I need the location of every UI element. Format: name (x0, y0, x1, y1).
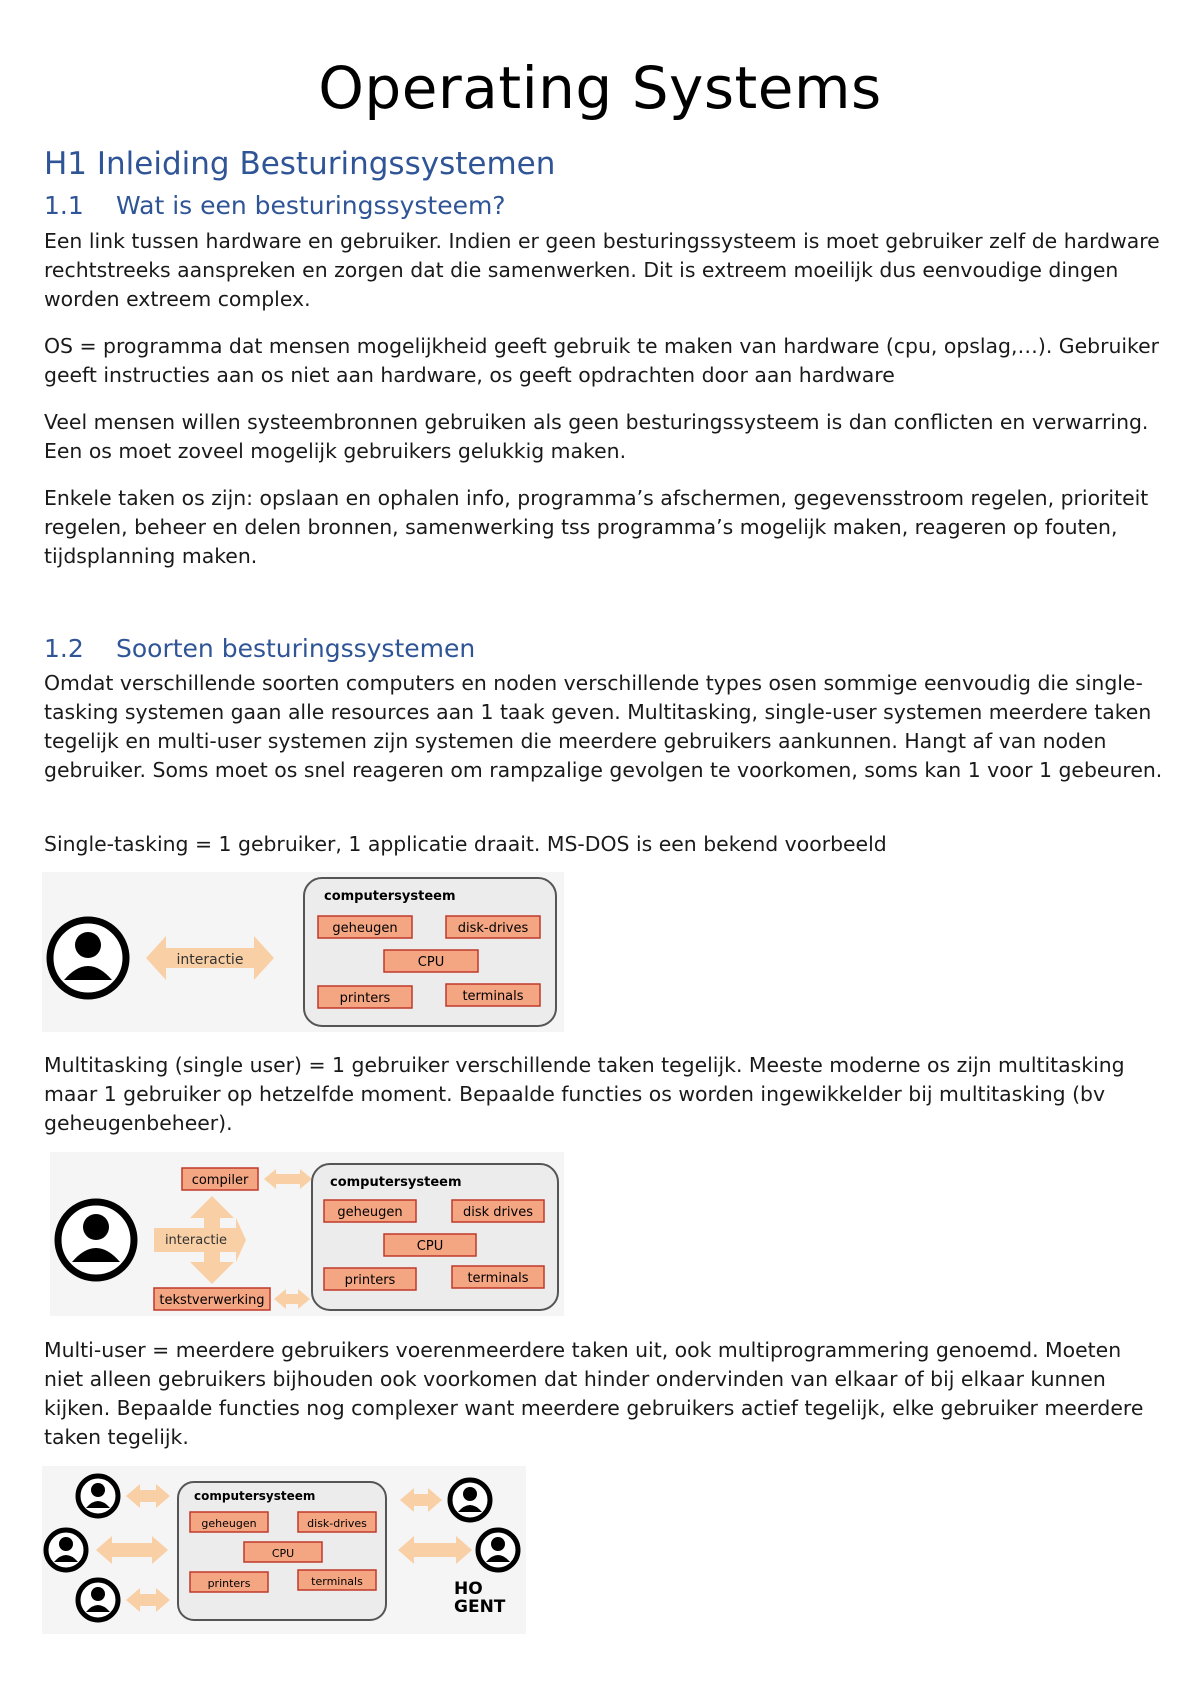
paragraph: Veel mensen willen systeembronnen gebruiken als geen besturingssysteem is dan conflicten en verwarring. Een os moet zoveel mogelijk gebruikers gelukkig maken. (44, 410, 1149, 463)
user-icon (78, 1580, 118, 1620)
component-label: printers (339, 991, 391, 1006)
user-icon (58, 1202, 134, 1278)
app-label: tekstverwerking (159, 1293, 265, 1308)
multitasking-diagram (50, 1152, 564, 1316)
paragraph: Een link tussen hardware en gebruiker. Indien er geen besturingssysteem is moet gebruiker zelf de hardware rechtstreeks aanspreken en zorgen dat die samenwerken. Dit is extreem moeilijk dus eenvoudige dingen worden extreem complex. (44, 229, 1160, 311)
user-icon (478, 1530, 518, 1570)
user-icon (46, 1530, 86, 1570)
section-heading-1-2 (44, 634, 475, 663)
component-label: geheugen (337, 1205, 403, 1220)
section-title: Wat is een besturingssysteem? (116, 191, 506, 220)
logo-line: GENT (454, 1597, 506, 1617)
component-label: terminals (462, 989, 524, 1004)
component-label: terminals (311, 1575, 363, 1588)
interaction-label: interactie (164, 1233, 228, 1248)
component-label: CPU (271, 1547, 295, 1560)
component-label: printers (207, 1577, 251, 1590)
component-label: disk-drives (307, 1517, 367, 1530)
user-icon (50, 920, 126, 996)
component-label: disk-drives (457, 921, 529, 936)
component-label: terminals (467, 1271, 529, 1286)
section-heading-1-1 (44, 191, 506, 220)
paragraph: Multi-user = meerdere gebruikers voerenmeerdere taken uit, ook multiprogrammering genoemd. Moeten niet alleen gebruikers bijhouden ook voorkomen dat hinder ondervinden van elkaar of bij elkaar kunnen kijken. Bepaalde functies nog complexer want meerdere gebruikers actief tegelijk, elke gebruiker meerdere taken tegelijk. (44, 1338, 1144, 1449)
multi-user-diagram (42, 1466, 526, 1634)
component-label: printers (344, 1273, 396, 1288)
section-number: 1.1 (44, 191, 84, 220)
paragraph: Omdat verschillende soorten computers en noden verschillende types osen sommige eenvoudig die single-tasking systemen gaan alle resources aan 1 taak geven. Multitasking, single-user systemen meerdere taken tegelijk en multi-user systemen zijn systemen die meerdere gebruikers aankunnen. Hangt af van noden gebruiker. Soms moet os snel reageren om rampzalige gevolgen te voorkomen, soms kan 1 voor 1 gebeuren. (44, 671, 1163, 782)
component-label: CPU (417, 955, 445, 970)
section-title: Soorten besturingssystemen (116, 634, 476, 663)
system-label: computersysteem (330, 1175, 462, 1190)
component-label: CPU (416, 1239, 444, 1254)
section-number: 1.2 (44, 634, 84, 663)
document-title: Operating Systems (318, 54, 882, 122)
chapter-heading: H1 Inleiding Besturingssystemen (44, 146, 556, 182)
paragraph: Multitasking (single user) = 1 gebruiker verschillende taken tegelijk. Meeste moderne os zijn multitasking maar 1 gebruiker op hetzelfde moment. Bepaalde functies os worden ingewikkelder bij multitasking (bv geheugenbeheer). (44, 1053, 1125, 1135)
interaction-label: interactie (176, 952, 244, 968)
paragraph: Enkele taken os zijn: opslaan en ophalen info, programma’s afschermen, gegevensstroom regelen, prioriteit regelen, beheer en delen bronnen, samenwerking tss programma’s mogelijk maken, reageren op fouten, tijdsplanning maken. (44, 486, 1149, 568)
system-label: computersysteem (194, 1489, 316, 1503)
logo-line: HO (454, 1579, 483, 1599)
user-icon (78, 1476, 118, 1516)
user-icon (450, 1480, 490, 1520)
paragraph: Single-tasking = 1 gebruiker, 1 applicatie draait. MS-DOS is een bekend voorbeeld (44, 832, 887, 856)
component-label: geheugen (332, 921, 398, 936)
app-label: compiler (191, 1173, 249, 1188)
system-label: computersysteem (324, 889, 456, 904)
component-label: geheugen (201, 1517, 257, 1530)
single-tasking-diagram (42, 872, 564, 1032)
paragraph: OS = programma dat mensen mogelijkheid geeft gebruik te maken van hardware (cpu, opslag,…). Gebruiker geeft instructies aan os niet aan hardware, os geeft opdrachten door aan hardware (44, 334, 1160, 387)
component-label: disk drives (463, 1205, 533, 1220)
